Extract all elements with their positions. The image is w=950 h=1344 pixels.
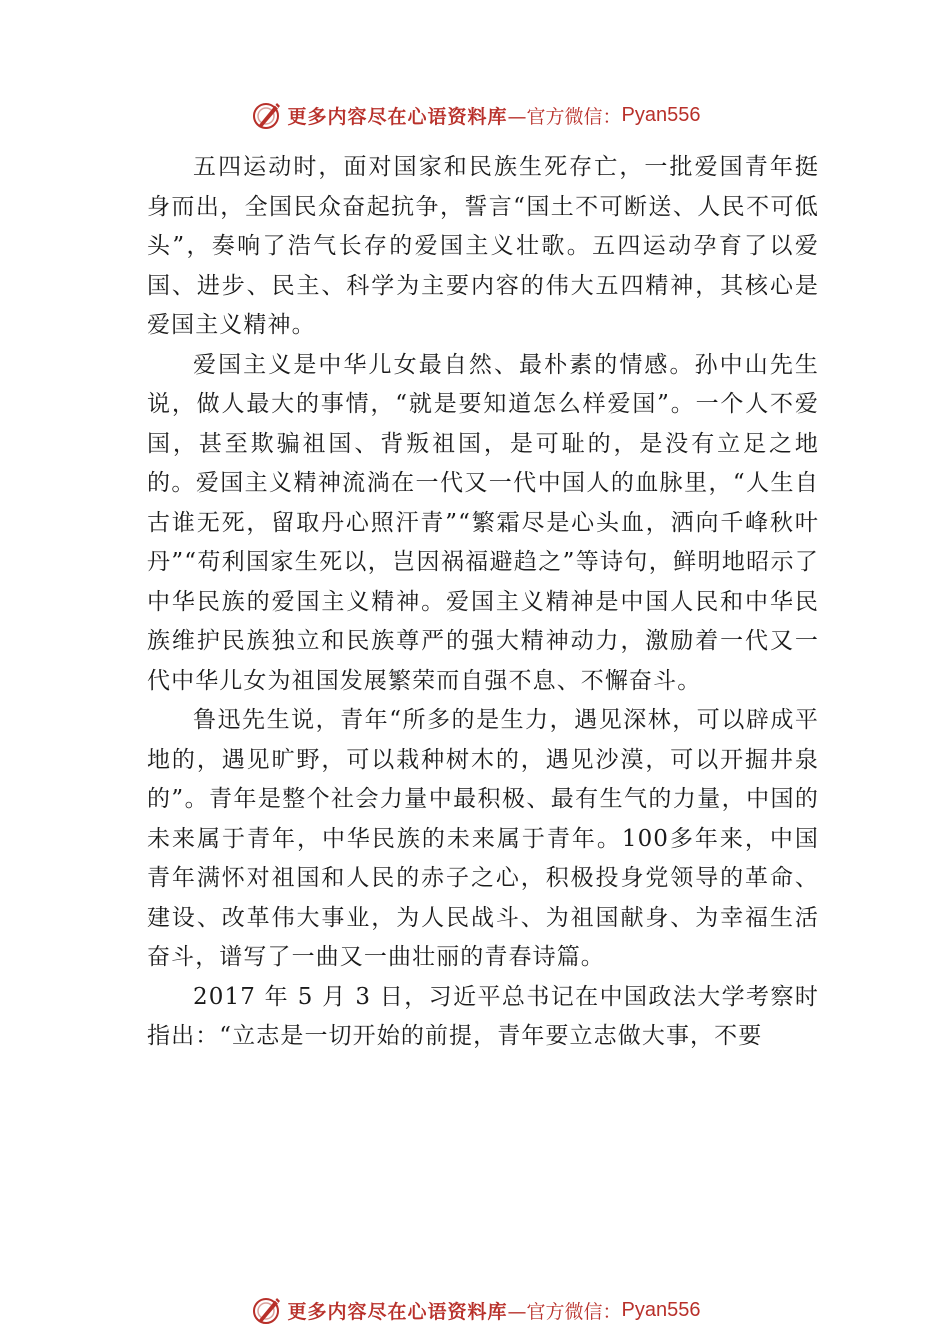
paragraph-1: 五四运动时，面对国家和民族生死存亡，一批爱国青年挺身而出，全国民众奋起抗争，誓言“国土不可断送、人民不可低头”，奏响了浩气长存的爱国主义壮歌。五四运动孕育了以爱国、进步、民主、科学为主要内容的伟大五四精神，其核心是爱国主义精神。 xyxy=(147,154,819,338)
paragraph-3: 鲁迅先生说，青年“所多的是生力，遇见深林，可以辟成平地的，遇见旷野，可以栽种树木的，遇见沙漠，可以开掘井泉的”。青年是整个社会力量中最积极、最有生气的力量，中国的未来属于青年，中华民族的未来属于青年。100多年来，中国青年满怀对祖国和人民的赤子之心，积极投身党领导的革命、建设、改革伟大事业，为人民战斗、为祖国献身、为幸福生活奋斗，谱写了一曲又一曲壮丽的青春诗篇。 xyxy=(147,707,819,970)
paragraph-2: 爱国主义是中华儿女最自然、最朴素的情感。孙中山先生说，做人最大的事情，“就是要知道怎么样爱国”。一个人不爱国，甚至欺骗祖国、背叛祖国，是可耻的，是没有立足之地的。爱国主义精神流淌在一代又一代中国人的血脉里，“人生自古谁无死，留取丹心照汗青”“繁霜尽是心头血，洒向千峰秋叶丹”“苟利国家生死以，岂因祸福避趋之”等诗句，鲜明地昭示了中华民族的爱国主义精神。爱国主义精神是中国人民和中华民族维护民族独立和民族尊严的强大精神动力，激励着一代又一代中华儿女为祖国发展繁荣而自强不息、不懈奋斗。 xyxy=(147,351,819,694)
footer-banner xyxy=(0,1290,950,1330)
banner-main-text: 更多内容尽在心语资料库 xyxy=(287,1300,508,1323)
banner-main-text: 更多内容尽在心语资料库 xyxy=(287,105,508,128)
pen-nib-logo-icon xyxy=(250,98,284,132)
document-body xyxy=(147,148,819,1057)
banner-sub-text: —官方微信： xyxy=(507,1300,622,1323)
paragraph-4: 2017 年 5 月 3 日，习近平总书记在中国政法大学考察时指出：“立志是一切开始的前提，青年要立志做大事，不要 xyxy=(147,983,819,1049)
banner-account-id: Pyan556 xyxy=(621,103,701,126)
banner-sub-text: —官方微信： xyxy=(507,105,622,128)
banner-account-id: Pyan556 xyxy=(621,1298,701,1321)
header-banner xyxy=(0,95,950,135)
pen-nib-logo-icon xyxy=(250,1293,284,1327)
